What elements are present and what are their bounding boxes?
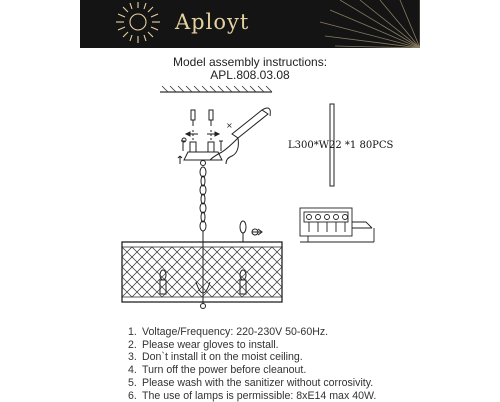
shade-lattice [122,247,282,297]
chain [200,167,206,242]
note-text: Please wear gloves to install. [142,338,279,351]
note-item [128,326,376,339]
note-number: 2. [128,338,137,351]
note-item [128,377,376,390]
canopy [178,138,222,166]
note-number: 6. [128,389,137,402]
assembly-diagram [0,82,500,322]
mounting-screws [181,110,223,152]
note-text: Voltage/Frequency: 220-230V 50-60Hz. [142,326,329,338]
lamp-holders [160,242,246,309]
ceiling-hatch [160,86,272,92]
model-number: APL.808.03.08 [210,68,290,82]
brand-header [80,0,420,48]
note-text: Don`t install it on the moist ceiling. [142,351,303,364]
notes-list [128,326,376,402]
note-text: The use of lamps is permissible: 8xE14 max 40W. [142,389,377,402]
note-number: 4. [128,364,137,377]
note-text: Please wash with the sanitizer without corrosivity. [142,376,374,389]
note-number: 1. [128,326,137,338]
note-item [128,390,376,402]
note-number: 5. [128,376,137,389]
svg-text:×: × [226,121,233,130]
rod-spec-label: L300*W22 *1 80PCS [288,140,394,151]
instructions-title: Model assembly instructions: [172,55,328,69]
note-item [128,339,376,352]
note-item [128,351,376,364]
bulb-callout [240,221,262,242]
brand-name: Aployt [175,10,250,34]
note-number: 3. [128,351,137,364]
screwdriver-and-wire [210,108,270,164]
install-arrows [186,132,219,136]
note-text: Turn off the power before cleanout. [142,364,307,377]
note-item [128,364,376,377]
sunburst-icon [80,0,420,48]
terminal-block [300,208,374,242]
